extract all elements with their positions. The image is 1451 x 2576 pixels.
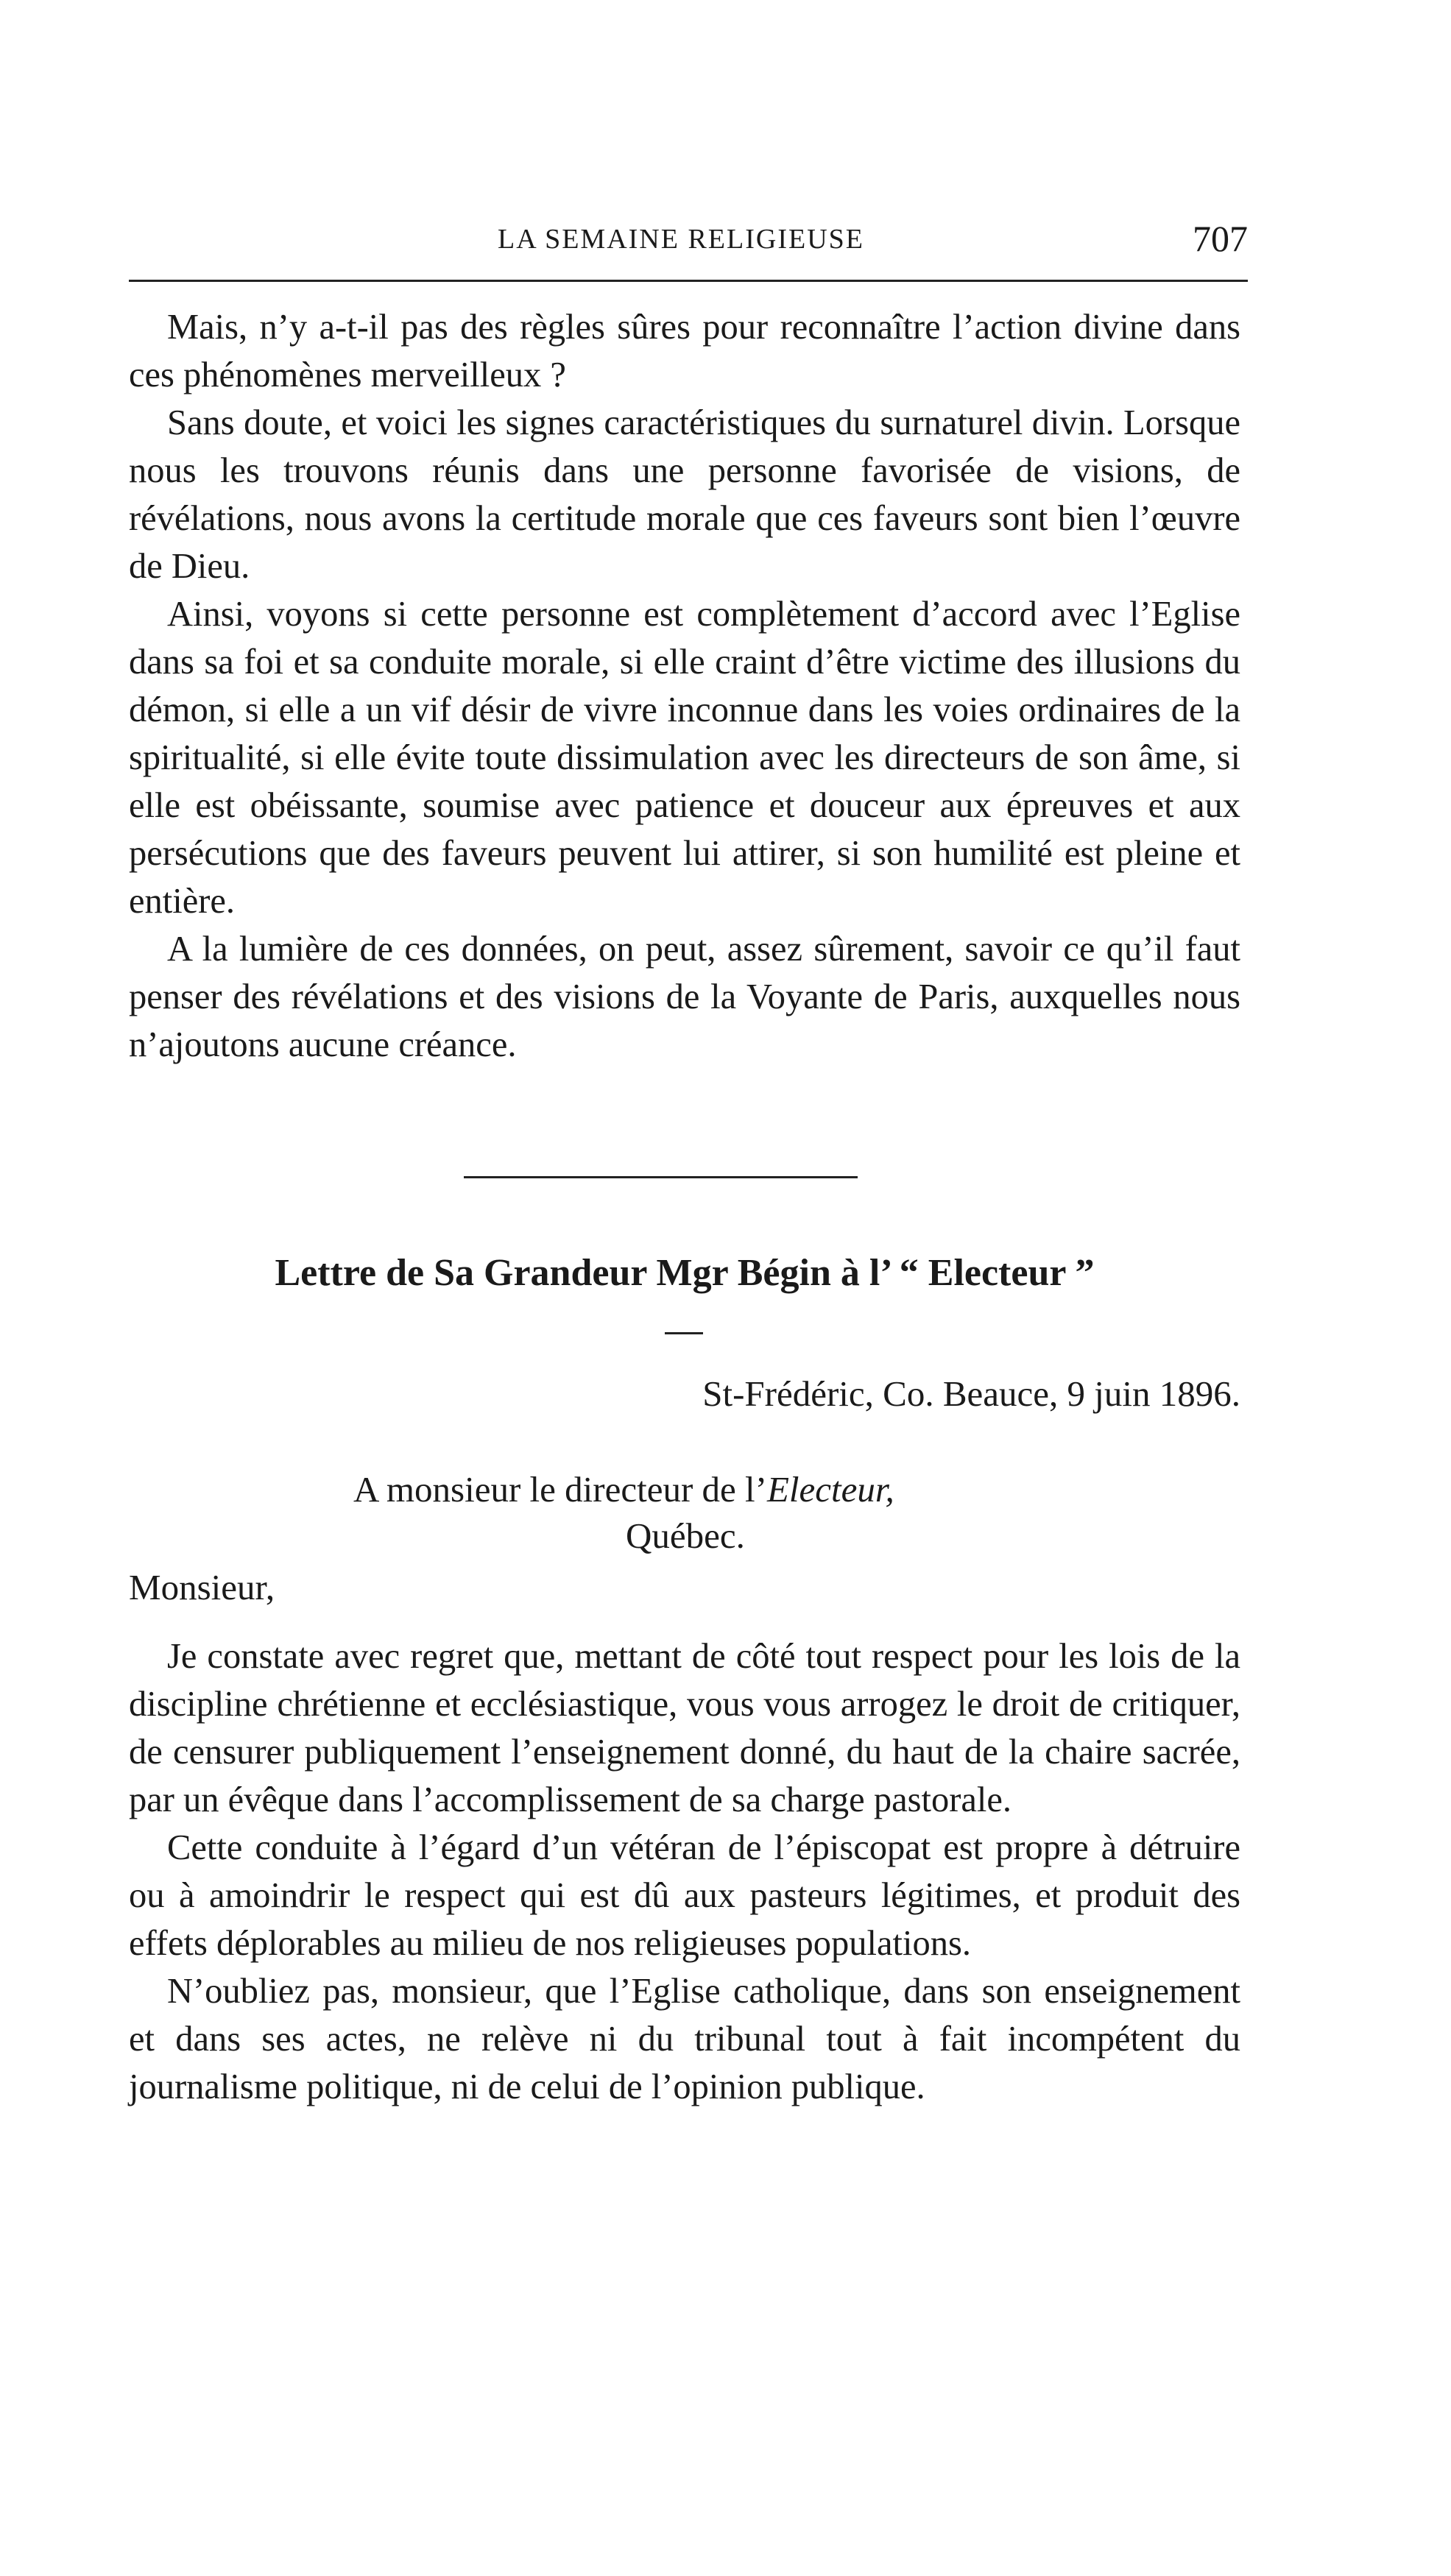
letter-address-city: Québec. [626,1515,745,1556]
letter-paragraph: Je constate avec regret que, mettant de côté tout respect pour les lois de la discipline chrétienne et ecclésiastique, vous vous arrogez le droit de critiquer, de censurer publiquement l’enseignement donné, du haut de la chaire sacrée, par un évêque dans l’accomplissement de sa charge pastorale. [129,1637,1240,1819]
running-header [129,217,1248,269]
letter-paragraph: N’oubliez pas, monsieur, que l’Eglise catholique, dans son enseignement et dans ses actes, ne relève ni du tribunal tout à fait incompétent du journalisme politique, ni de celui de l’opinion publique. [129,1972,1240,2106]
title-divider [665,1332,703,1334]
article-paragraph: Ainsi, voyons si cette personne est complètement d’accord avec l’Eglise dans sa foi et sa conduite morale, si elle craint d’être victime des illusions du démon, si elle a un vif désir de vivre inconnue dans les voies ordinaires de la spiritualité, si elle évite toute dissimulation avec les directeurs de son âme, si elle est obéissante, soumise avec patience et douceur aux épreuves et aux persécutions que des faveurs peuvent lui attirer, si son humilité est pleine et entière. [129,595,1240,921]
newspaper-name: Electeur, [766,1469,894,1510]
letter-dateline: St-Frédéric, Co. Beauce, 9 juin 1896. [702,1373,1240,1414]
article-paragraph: A la lumière de ces données, on peut, assez sûrement, savoir ce qu’il faut penser des révélations et des visions de la Voyante de Paris, auxquelles nous n’ajoutons aucune créance. [129,930,1240,1064]
letter-body [129,1632,1240,2111]
article-paragraph: Mais, n’y a-t-il pas des règles sûres pour reconnaître l’action divine dans ces phénomènes merveilleux ? [129,308,1240,394]
letter-salutation: Monsieur, [129,1567,275,1607]
address-prefix: A monsieur le directeur de l’ [353,1469,767,1510]
letter-address [353,1468,894,1510]
article-paragraph: Sans doute, et voici les signes caractéristiques du surnaturel divin. Lorsque nous les trouvons réunis dans une personne favorisée de visions, de révélations, nous avons la certitude morale que ces faveurs sont bien l’œuvre de Dieu. [129,403,1240,586]
running-title: LA SEMAINE RELIGIEUSE [498,224,864,255]
page-number: 707 [1193,218,1248,259]
letter-title: Lettre de Sa Grandeur Mgr Bégin à l’ “ Electeur ” [275,1252,1095,1294]
section-divider [464,1176,858,1178]
letter-paragraph: Cette conduite à l’égard d’un vétéran de l’épiscopat est propre à détruire ou à amoindrir le respect qui est dû aux pasteurs légitimes, et produit des effets déplorables au milieu de nos religieuses populations. [129,1828,1240,1963]
article-body [129,303,1240,1069]
header-rule [129,280,1248,282]
